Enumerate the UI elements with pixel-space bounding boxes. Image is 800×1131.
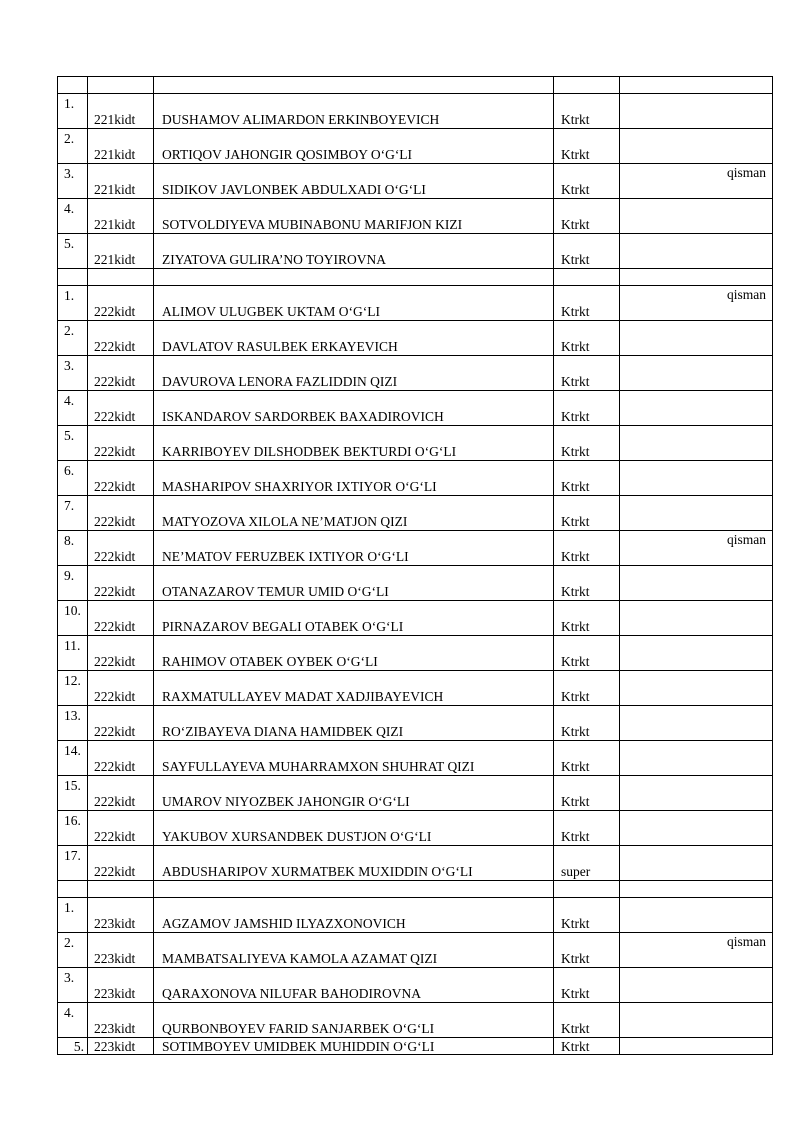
row-number: 9. [58, 566, 88, 601]
table-row [58, 164, 773, 199]
student-name: SAYFULLAYEVA MUHARRAMXON SHUHRAT QIZI [154, 741, 554, 776]
row-number: 16. [58, 811, 88, 846]
result-status: super [554, 846, 620, 881]
table-row [58, 1003, 773, 1038]
student-table [57, 76, 773, 1055]
note-cell [620, 776, 773, 811]
row-number: 7. [58, 496, 88, 531]
table-row [58, 461, 773, 496]
result-status: Ktrkt [554, 933, 620, 968]
group-code: 222kidt [88, 461, 154, 496]
group-code: 223kidt [88, 898, 154, 933]
note-cell [620, 898, 773, 933]
result-status: Ktrkt [554, 129, 620, 164]
note-cell [620, 566, 773, 601]
note-cell [620, 1038, 773, 1055]
group-code: 222kidt [88, 391, 154, 426]
student-name: MATYOZOVA XILOLA NE’MATJON QIZI [154, 496, 554, 531]
result-status: Ktrkt [554, 461, 620, 496]
group-code: 222kidt [88, 671, 154, 706]
student-name: OTANAZAROV TEMUR UMID O‘G‘LI [154, 566, 554, 601]
table-row [58, 286, 773, 321]
empty-cell [88, 77, 154, 94]
student-name: AGZAMOV JAMSHID ILYAZXONOVICH [154, 898, 554, 933]
table-row [58, 496, 773, 531]
separator-row [58, 77, 773, 94]
table-row [58, 706, 773, 741]
table-row [58, 566, 773, 601]
row-number: 5. [58, 234, 88, 269]
student-name: DAVUROVA LENORA FAZLIDDIN QIZI [154, 356, 554, 391]
student-name: ZIYATOVA GULIRA’NO TOYIROVNA [154, 234, 554, 269]
group-code: 222kidt [88, 601, 154, 636]
empty-cell [154, 77, 554, 94]
note-cell [620, 846, 773, 881]
table-row [58, 1038, 773, 1055]
result-status: Ktrkt [554, 234, 620, 269]
note-cell [620, 461, 773, 496]
note-cell [620, 426, 773, 461]
student-name: DUSHAMOV ALIMARDON ERKINBOYEVICH [154, 94, 554, 129]
separator-row [58, 269, 773, 286]
group-code: 222kidt [88, 531, 154, 566]
note-cell [620, 601, 773, 636]
student-name: RAXMATULLAYEV MADAT XADJIBAYEVICH [154, 671, 554, 706]
empty-cell [554, 77, 620, 94]
group-code: 222kidt [88, 846, 154, 881]
group-code: 222kidt [88, 356, 154, 391]
group-code: 222kidt [88, 321, 154, 356]
group-code: 222kidt [88, 776, 154, 811]
student-name: SIDIKOV JAVLONBEK ABDULXADI O‘G‘LI [154, 164, 554, 199]
result-status: Ktrkt [554, 706, 620, 741]
note-cell [620, 129, 773, 164]
result-status: Ktrkt [554, 531, 620, 566]
note-cell: qisman [620, 164, 773, 199]
row-number: 3. [58, 164, 88, 199]
note-cell: qisman [620, 286, 773, 321]
result-status: Ktrkt [554, 968, 620, 1003]
group-code: 221kidt [88, 129, 154, 164]
result-status: Ktrkt [554, 321, 620, 356]
result-status: Ktrkt [554, 776, 620, 811]
empty-cell [58, 881, 88, 898]
row-number: 1. [58, 898, 88, 933]
group-code: 223kidt [88, 968, 154, 1003]
separator-row [58, 881, 773, 898]
note-cell [620, 321, 773, 356]
group-code: 222kidt [88, 636, 154, 671]
table-row [58, 898, 773, 933]
note-cell [620, 811, 773, 846]
empty-cell [88, 269, 154, 286]
result-status: Ktrkt [554, 601, 620, 636]
table-row [58, 933, 773, 968]
note-cell [620, 391, 773, 426]
result-status: Ktrkt [554, 566, 620, 601]
table-row [58, 531, 773, 566]
note-cell [620, 968, 773, 1003]
result-status: Ktrkt [554, 1038, 620, 1055]
row-number: 4. [58, 1003, 88, 1038]
student-name: UMAROV NIYOZBEK JAHONGIR O‘G‘LI [154, 776, 554, 811]
empty-cell [154, 881, 554, 898]
group-code: 222kidt [88, 811, 154, 846]
group-code: 221kidt [88, 199, 154, 234]
row-number: 2. [58, 129, 88, 164]
row-number: 5. [58, 426, 88, 461]
student-name: DAVLATOV RASULBEK ERKAYEVICH [154, 321, 554, 356]
empty-cell [620, 881, 773, 898]
note-cell [620, 671, 773, 706]
empty-cell [154, 269, 554, 286]
table-row [58, 199, 773, 234]
student-name: SOTVOLDIYEVA MUBINABONU MARIFJON KIZI [154, 199, 554, 234]
group-code: 222kidt [88, 741, 154, 776]
group-code: 221kidt [88, 94, 154, 129]
result-status: Ktrkt [554, 898, 620, 933]
note-cell [620, 496, 773, 531]
note-cell [620, 356, 773, 391]
row-number: 8. [58, 531, 88, 566]
row-number: 12. [58, 671, 88, 706]
table-row [58, 811, 773, 846]
group-code: 222kidt [88, 566, 154, 601]
note-cell: qisman [620, 933, 773, 968]
group-code: 222kidt [88, 426, 154, 461]
row-number: 1. [58, 94, 88, 129]
table-row [58, 234, 773, 269]
result-status: Ktrkt [554, 1003, 620, 1038]
empty-cell [88, 881, 154, 898]
note-cell [620, 741, 773, 776]
result-status: Ktrkt [554, 811, 620, 846]
group-code: 222kidt [88, 706, 154, 741]
student-name: SOTIMBOYEV UMIDBEK MUHIDDIN O‘G‘LI [154, 1038, 554, 1055]
student-name: KARRIBOYEV DILSHODBEK BEKTURDI O‘G‘LI [154, 426, 554, 461]
table-row [58, 94, 773, 129]
table-row [58, 391, 773, 426]
result-status: Ktrkt [554, 199, 620, 234]
student-name: PIRNAZAROV BEGALI OTABEK O‘G‘LI [154, 601, 554, 636]
result-status: Ktrkt [554, 94, 620, 129]
row-number: 4. [58, 391, 88, 426]
student-name: ABDUSHARIPOV XURMATBEK MUXIDDIN O‘G‘LI [154, 846, 554, 881]
result-status: Ktrkt [554, 426, 620, 461]
row-number: 5. [58, 1038, 88, 1055]
empty-cell [58, 269, 88, 286]
result-status: Ktrkt [554, 164, 620, 199]
student-name: ALIMOV ULUGBEK UKTAM O‘G‘LI [154, 286, 554, 321]
student-name: YAKUBOV XURSANDBEK DUSTJON O‘G‘LI [154, 811, 554, 846]
row-number: 3. [58, 356, 88, 391]
row-number: 10. [58, 601, 88, 636]
row-number: 4. [58, 199, 88, 234]
note-cell [620, 706, 773, 741]
table-row [58, 968, 773, 1003]
group-code: 223kidt [88, 1003, 154, 1038]
row-number: 15. [58, 776, 88, 811]
row-number: 13. [58, 706, 88, 741]
student-name: QARAXONOVA NILUFAR BAHODIROVNA [154, 968, 554, 1003]
result-status: Ktrkt [554, 286, 620, 321]
result-status: Ktrkt [554, 496, 620, 531]
table-row [58, 636, 773, 671]
row-number: 1. [58, 286, 88, 321]
row-number: 6. [58, 461, 88, 496]
empty-cell [620, 77, 773, 94]
row-number: 2. [58, 321, 88, 356]
table-row [58, 671, 773, 706]
table-row [58, 321, 773, 356]
note-cell [620, 94, 773, 129]
empty-cell [58, 77, 88, 94]
note-cell [620, 1003, 773, 1038]
note-cell: qisman [620, 531, 773, 566]
student-name: NE’MATOV FERUZBEK IXTIYOR O‘G‘LI [154, 531, 554, 566]
result-status: Ktrkt [554, 671, 620, 706]
student-table-body [58, 77, 773, 1055]
row-number: 3. [58, 968, 88, 1003]
row-number: 2. [58, 933, 88, 968]
group-code: 223kidt [88, 1038, 154, 1055]
row-number: 17. [58, 846, 88, 881]
empty-cell [554, 881, 620, 898]
student-name: RAHIMOV OTABEK OYBEK O‘G‘LI [154, 636, 554, 671]
table-row [58, 846, 773, 881]
group-code: 222kidt [88, 496, 154, 531]
group-code: 221kidt [88, 234, 154, 269]
student-name: QURBONBOYEV FARID SANJARBEK O‘G‘LI [154, 1003, 554, 1038]
result-status: Ktrkt [554, 356, 620, 391]
table-row [58, 601, 773, 636]
table-row [58, 129, 773, 164]
row-number: 14. [58, 741, 88, 776]
empty-cell [620, 269, 773, 286]
table-row [58, 776, 773, 811]
table-row [58, 426, 773, 461]
row-number: 11. [58, 636, 88, 671]
empty-cell [554, 269, 620, 286]
note-cell [620, 636, 773, 671]
student-name: MAMBATSALIYEVA KAMOLA AZAMAT QIZI [154, 933, 554, 968]
result-status: Ktrkt [554, 391, 620, 426]
table-row [58, 741, 773, 776]
student-list-sheet [57, 76, 772, 1055]
table-row [58, 356, 773, 391]
result-status: Ktrkt [554, 741, 620, 776]
student-name: MASHARIPOV SHAXRIYOR IXTIYOR O‘G‘LI [154, 461, 554, 496]
note-cell [620, 234, 773, 269]
student-name: ORTIQOV JAHONGIR QOSIMBOY O‘G‘LI [154, 129, 554, 164]
group-code: 223kidt [88, 933, 154, 968]
result-status: Ktrkt [554, 636, 620, 671]
note-cell [620, 199, 773, 234]
group-code: 222kidt [88, 286, 154, 321]
student-name: ISKANDAROV SARDORBEK BAXADIROVICH [154, 391, 554, 426]
student-name: RO‘ZIBAYEVA DIANA HAMIDBEK QIZI [154, 706, 554, 741]
group-code: 221kidt [88, 164, 154, 199]
